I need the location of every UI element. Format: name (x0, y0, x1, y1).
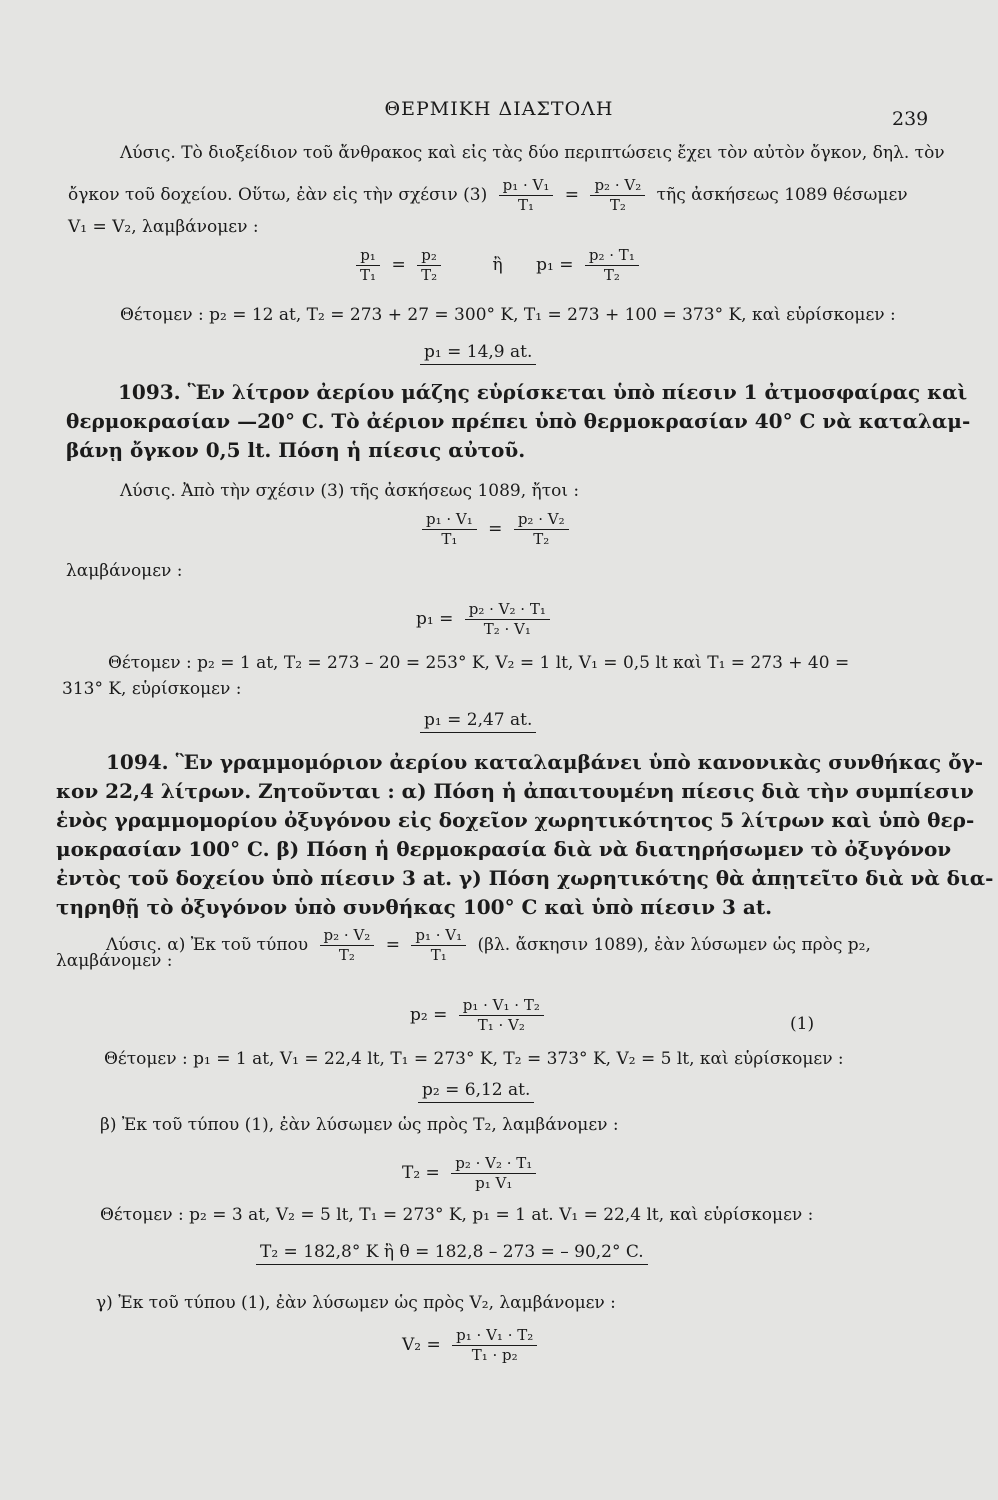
fraction-numerator: p₂ (417, 246, 441, 266)
result (256, 1242, 648, 1262)
text-fragment: τῆς ἀσκήσεως 1089 θέσωμεν (656, 185, 908, 205)
or-word: ἢ (492, 255, 503, 275)
fraction-numerator: p₁ · V₁ (422, 510, 477, 530)
problem-text: ἑνὸς γραμμομορίου ὀξυγόνου εἰς δοχεῖον χωρητικότητος 5 λίτρων καὶ ὑπὸ θερ- (56, 808, 975, 832)
fraction-numerator: p₂ · V₂ (514, 510, 569, 530)
result-value: p₁ = 2,47 at. (420, 710, 536, 733)
equation-number: (1) (790, 1014, 815, 1034)
fraction-denominator: T₁ (360, 266, 377, 284)
fraction-numerator: p₁ · V₁ (499, 176, 554, 196)
text-line: Θέτομεν : p₁ = 1 at, V₁ = 22,4 lt, T₁ = 273° K, T₂ = 373° K, V₂ = 5 lt, καὶ εὑρίσκομεν : (104, 1049, 844, 1069)
equation-lhs: T₂ = (402, 1163, 440, 1183)
fraction-numerator: p₂ · T₁ (585, 246, 639, 266)
fraction-denominator: T₂ (533, 530, 550, 548)
fraction (452, 1326, 537, 1365)
text-line: 313° K, εὑρίσκομεν : (62, 679, 242, 699)
fraction-numerator: p₁ · V₁ · T₂ (459, 996, 544, 1016)
fraction (585, 246, 639, 285)
problem-text: ἐντὸς τοῦ δοχείου ὑπὸ πίεσιν 3 at. γ) Πόση χωρητικότης θὰ ἀπῃτεῖτο διὰ νὰ δια- (56, 866, 994, 890)
text-fragment: Λύσις. α) Ἐκ τοῦ τύπου (106, 935, 309, 955)
problem-text: 1094. Ἓν γραμμομόριον ἀερίου καταλαμβάνει ὑπὸ κανονικὰς συνθήκας ὄγ- (106, 750, 984, 774)
fraction (590, 176, 645, 215)
problem-text: 1093. Ἓν λίτρον ἀερίου μάζης εὑρίσκεται ὑπὸ πίεσιν 1 ἀτμοσφαίρας καὶ (118, 380, 968, 404)
fraction-denominator: T₁ (430, 946, 447, 964)
fraction-denominator: T₂ · V₁ (483, 620, 531, 638)
running-header: ΘΕΡΜΙΚΗ ΔΙΑΣΤΟΛΗ (384, 98, 614, 120)
text-line: V₁ = V₂, λαμβάνομεν : (68, 217, 259, 237)
equation (416, 600, 556, 639)
text-line: Θέτομεν : p₂ = 12 at, T₂ = 273 + 27 = 300° K, T₁ = 273 + 100 = 373° K, καὶ εὑρίσκομεν : (120, 305, 896, 325)
fraction-numerator: p₂ · V₂ · T₁ (465, 600, 550, 620)
text-line: λαμβάνομεν : (56, 951, 173, 971)
equation (416, 510, 575, 549)
fraction-numerator: p₁ · V₁ · T₂ (452, 1326, 537, 1346)
fraction-numerator: p₂ · V₂ (320, 926, 375, 946)
equation-lhs: V₂ = (402, 1335, 441, 1355)
equation (402, 1154, 542, 1193)
text-fragment: ὄγκον τοῦ δοχείου. Οὕτω, ἐὰν εἰς τὴν σχέσιν (3) (68, 185, 488, 205)
equals-sign: = (564, 185, 580, 205)
fraction (411, 926, 466, 965)
page-number: 239 (892, 108, 929, 130)
equals-sign: = (385, 935, 400, 955)
problem-text: θερμοκρασίαν —20° C. Τὸ ἀέριον πρέπει ὑπὸ θερμοκρασίαν 40° C νὰ καταλαμ- (66, 409, 971, 433)
equation-lhs: p₁ = (416, 609, 454, 629)
fraction (320, 926, 375, 965)
equation (410, 996, 550, 1035)
text-line (106, 926, 871, 965)
fraction-denominator: T₁ (441, 530, 458, 548)
text-line: Λύσις. Τὸ διοξείδιον τοῦ ἄνθρακος καὶ εἰς τὰς δύο περιπτώσεις ἔχει τὸν αὐτὸν ὄγκον, δηλ. τὸν (120, 143, 945, 163)
fraction (422, 510, 477, 549)
result-value: p₂ = 6,12 at. (418, 1080, 534, 1103)
text-line: Θέτομεν : p₂ = 1 at, T₂ = 273 – 20 = 253° K, V₂ = 1 lt, V₁ = 0,5 lt καὶ T₁ = 273 + 40 = (108, 653, 850, 673)
fraction-denominator: T₂ (609, 196, 626, 214)
problem-text: τηρηθῇ τὸ ὀξυγόνον ὑπὸ συνθήκας 100° C καὶ ὑπὸ πίεσιν 3 at. (56, 895, 773, 919)
result-value: p₁ = 14,9 at. (420, 342, 536, 365)
problem-text: βάνῃ ὄγκον 0,5 lt. Πόση ἡ πίεσις αὐτοῦ. (66, 438, 526, 462)
fraction-numerator: p₁ · V₁ (411, 926, 466, 946)
equals-sign: = (488, 519, 503, 539)
fraction (451, 1154, 536, 1193)
fraction-denominator: T₂ (421, 266, 438, 284)
fraction (459, 996, 544, 1035)
fraction (417, 246, 441, 285)
equation (402, 1326, 543, 1365)
result (420, 342, 536, 362)
fraction-numerator: p₁ (356, 246, 380, 266)
result (418, 1080, 534, 1100)
fraction-denominator: T₁ (517, 196, 535, 214)
text-line: Θέτομεν : p₂ = 3 at, V₂ = 5 lt, T₁ = 273° K, p₁ = 1 at. V₁ = 22,4 lt, καὶ εὑρίσκομεν : (100, 1205, 814, 1225)
fraction (356, 246, 380, 285)
text-fragment: (βλ. ἄσκησιν 1089), ἐὰν λύσωμεν ὡς πρὸς p₂, (477, 935, 871, 955)
equation (350, 246, 645, 285)
fraction-denominator: T₂ (603, 266, 620, 284)
result-value: T₂ = 182,8° K ἢ θ = 182,8 – 273 = – 90,2° C. (256, 1242, 648, 1265)
equation-lhs: p₂ = (410, 1005, 448, 1025)
fraction-denominator: p₁ V₁ (475, 1174, 513, 1192)
problem-text: μοκρασίαν 100° C. β) Πόση ἡ θερμοκρασία διὰ νὰ διατηρήσωμεν τὸ ὀξυγόνον (56, 837, 952, 861)
text-line: Λύσις. Ἀπὸ τὴν σχέσιν (3) τῆς ἀσκήσεως 1089, ἤτοι : (120, 481, 580, 501)
fraction (514, 510, 569, 549)
text-line: λαμβάνομεν : (66, 561, 183, 581)
fraction (465, 600, 550, 639)
equals-sign: = (391, 255, 406, 275)
text-line: γ) Ἐκ τοῦ τύπου (1), ἐὰν λύσωμεν ὡς πρὸς V₂, λαμβάνομεν : (96, 1293, 616, 1313)
equation-lhs: p₁ = (536, 255, 574, 275)
problem-text: κον 22,4 λίτρων. Ζητοῦνται : α) Πόση ἡ ἀπαιτουμένη πίεσις διὰ τὴν συμπίεσιν (56, 779, 974, 803)
fraction-denominator: T₁ · V₂ (477, 1016, 525, 1034)
fraction (499, 176, 554, 215)
fraction-denominator: T₁ · p₂ (471, 1346, 518, 1364)
result (420, 710, 536, 730)
fraction-denominator: T₂ (338, 946, 355, 964)
fraction-numerator: p₂ · V₂ (590, 176, 645, 196)
text-line (68, 176, 908, 215)
text-line: β) Ἐκ τοῦ τύπου (1), ἐὰν λύσωμεν ὡς πρὸς T₂, λαμβάνομεν : (100, 1115, 619, 1135)
fraction-numerator: p₂ · V₂ · T₁ (451, 1154, 536, 1174)
